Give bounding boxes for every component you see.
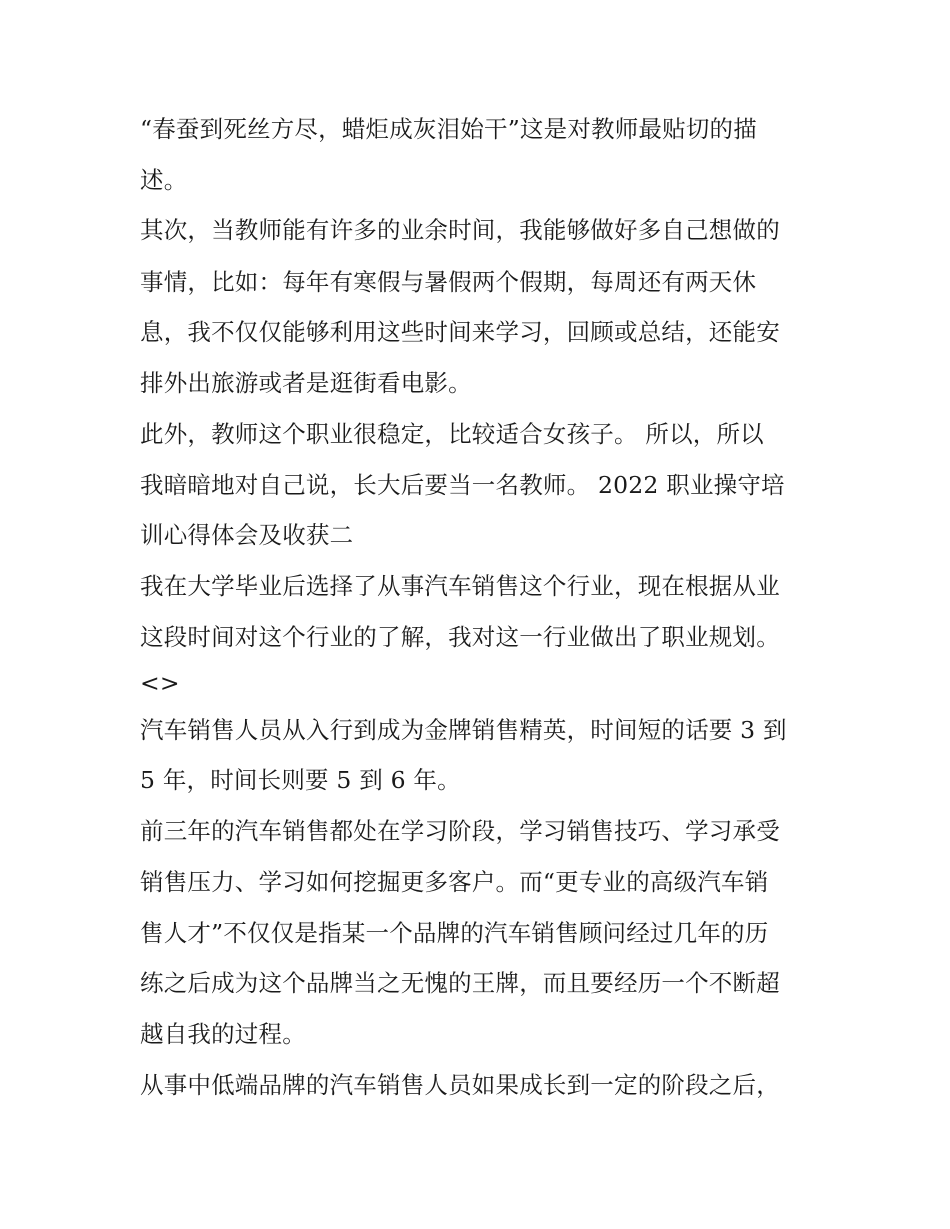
text-line: 述。 [140,166,188,194]
text-line: 售人才”不仅仅是指某一个品牌的汽车销售顾问经过几年的历 [140,919,769,947]
text-line: 训心得体会及收获二 [140,521,354,549]
text-line: 排外出旅游或者是逛街看电影。 [140,369,472,397]
text-line: 我在大学毕业后选择了从事汽车销售这个行业，现在根据从业 [140,572,780,600]
text-line: 前三年的汽车销售都处在学习阶段，学习销售技巧、学习承受 [140,817,780,845]
text-line: 5 年，时间长则要 5 到 6 年。 [140,766,461,794]
text-line: “春蚕到死丝方尽，蜡炬成灰泪始干”这是对教师最贴切的描 [140,115,757,143]
text-line: <> [140,669,180,697]
text-line: 练之后成为这个品牌当之无愧的王牌，而且要经历一个不断超 [140,969,780,997]
text-line: 汽车销售人员从入行到成为金牌销售精英，时间短的话要 3 到 [140,716,787,744]
text-line: 从事中低端品牌的汽车销售人员如果成长到一定的阶段之后， [140,1071,780,1099]
text-line: 这段时间对这个行业的了解，我对这一行业做出了职业规划。 [140,623,780,651]
text-line: 越自我的过程。 [140,1020,306,1048]
text-line: 其次，当教师能有许多的业余时间，我能够做好多自己想做的 [140,216,780,244]
text-line: 息，我不仅仅能够利用这些时间来学习，回顾或总结，还能安 [140,318,780,346]
text-line: 我暗暗地对自己说，长大后要当一名教师。 2022 职业操守培 [140,471,785,499]
text-line: 销售压力、学习如何挖掘更多客户。而“更专业的高级汽车销 [140,868,769,896]
text-line: 事情，比如：每年有寒假与暑假两个假期，每周还有两天休 [140,268,757,296]
text-line: 此外，教师这个职业很稳定，比较适合女孩子。 所以，所以 [140,420,764,448]
